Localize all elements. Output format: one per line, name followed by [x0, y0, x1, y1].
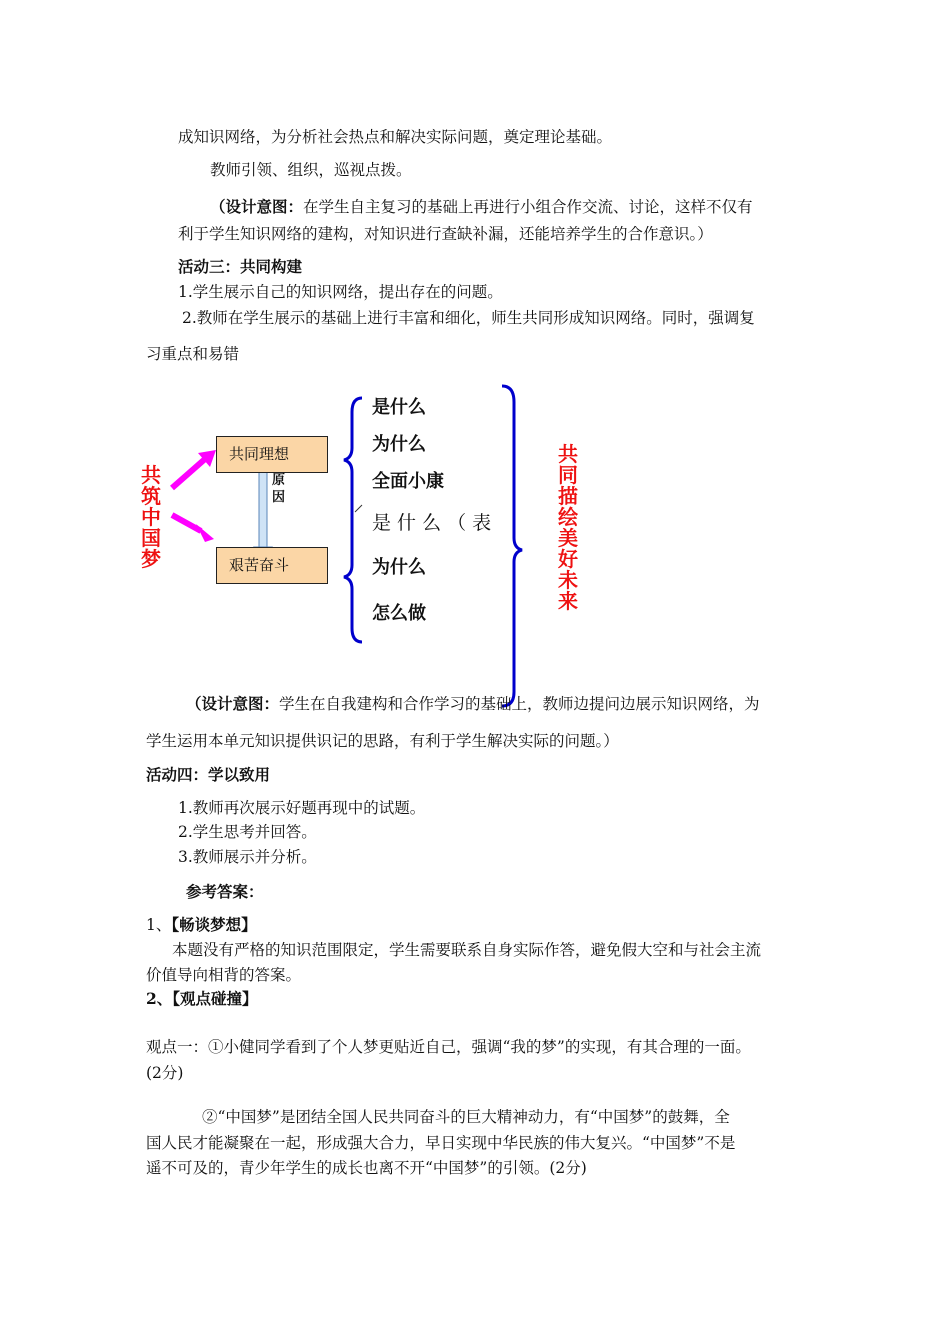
q2-heading [146, 989, 258, 1009]
right-vertical-label: 共同描绘美好未来 [558, 442, 578, 613]
left-vertical-label: 共筑中国梦 [141, 463, 161, 571]
activity-4-title: 活动四：学以致用 [146, 765, 271, 784]
design-intent-text: 在学生自主复习的基础上再进行小组合作交流、讨论，这样不仅有 [303, 198, 753, 216]
diagram-item-5: 为什么 [372, 557, 426, 578]
inner-brace-icon [344, 398, 362, 642]
arrow-up-right-icon [172, 450, 216, 488]
activity-4-item-3: 3.教师展示并分析。 [178, 848, 317, 866]
design-intent-2-line-2: 学生运用本单元知识提供识记的思路，有利于学生解决实际的问题。） [146, 732, 619, 750]
diagram-item-4: 是 什 么 （ 表 [372, 512, 492, 534]
q2-view2-line-3: 遥不可及的，青少年学生的成长也离不开“中国梦”的引领。(2分) [146, 1159, 587, 1177]
activity-3-item-2-cont: 习重点和易错 [146, 345, 240, 363]
intro-line-1: 成知识网络，为分析社会热点和解决实际问题，奠定理论基础。 [178, 128, 613, 146]
diagram-item-6: 怎么做 [372, 603, 426, 624]
box-common-ideal-label: 共同理想 [229, 445, 290, 463]
activity-3-item-2: 2.教师在学生展示的基础上进行丰富和细化，师生共同形成知识网络。同时，强调复 [182, 309, 755, 327]
box-common-ideal [216, 436, 328, 473]
reason-label: 原因 [272, 473, 286, 505]
answers-title: 参考答案： [186, 882, 264, 901]
q2-title: 【观点碰撞】 [172, 989, 258, 1008]
activity-4-item-2: 2.学生思考并回答。 [178, 823, 317, 841]
small-mark-icon [355, 505, 362, 512]
design-intent-2-text: 学生在自我建构和合作学习的基础上，教师边提问边展示知识网络，为 [279, 695, 760, 713]
activity-3-item-1: 1.学生展示自己的知识网络，提出存在的问题。 [178, 283, 503, 301]
q1-heading [146, 915, 257, 935]
q2-view2-line-2: 国人民才能凝聚在一起，形成强大合力，早日实现中华民族的伟大复兴。“中国梦”不是 [146, 1134, 736, 1152]
outer-brace-icon [502, 386, 522, 706]
diagram-item-2: 为什么 [372, 434, 426, 455]
design-intent-2-label: （设计意图： [186, 694, 280, 713]
design-intent-2-line-1 [186, 694, 760, 714]
q1-number: 1、 [146, 916, 172, 934]
activity-4-item-1: 1.教师再次展示好题再现中的试题。 [178, 799, 426, 817]
q1-title: 【畅谈梦想】 [171, 915, 257, 934]
activity-3-title: 活动三：共同构建 [178, 257, 303, 276]
box-hard-struggle [216, 547, 328, 584]
q2-view1-line-2: (2分) [146, 1064, 184, 1082]
arrow-down-right-icon [172, 515, 214, 542]
q2-view1-line-1: 观点一：①小健同学看到了个人梦更贴近自己，强调“我的梦”的实现，有其合理的一面。 [146, 1038, 751, 1056]
q2-number: 2、 [146, 989, 173, 1008]
design-intent-label: （设计意图： [210, 197, 304, 216]
box-hard-struggle-label: 艰苦奋斗 [229, 556, 290, 574]
down-arrow-icon [254, 464, 272, 560]
diagram-item-3: 全面小康 [372, 471, 444, 492]
q1-text-2: 价值导向相背的答案。 [146, 966, 302, 984]
design-intent-1-line-2: 利于学生知识网络的建构，对知识进行查缺补漏，还能培养学生的合作意识。） [178, 225, 713, 243]
q1-text-1: 本题没有严格的知识范围限定，学生需要联系自身实际作答，避免假大空和与社会主流 [172, 941, 762, 959]
q2-view2-line-1: ②“中国梦”是团结全国人民共同奋斗的巨大精神动力，有“中国梦”的鼓舞，全 [202, 1108, 730, 1126]
diagram-item-1: 是什么 [372, 397, 426, 418]
intro-line-2: 教师引领、组织，巡视点拨。 [210, 161, 412, 179]
